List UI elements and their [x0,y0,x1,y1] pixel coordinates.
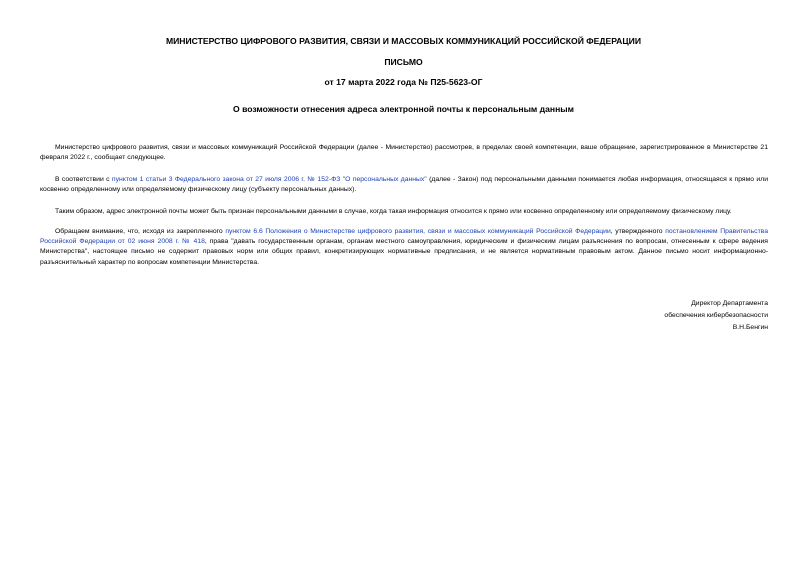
signatory-position: Директор Департамента [691,300,768,307]
document-type: ПИСЬМО [384,57,423,67]
paragraph-1: Министерство цифрового развития, связи и массовых коммуникаций Российской Федерации (далее - Министерство) рассмотрев, в пределах своей компетенции, ваше обращение, зарегистрированное в Министерстве 21 февраля 2022 г., сообщает следующее. [40,144,768,162]
paragraph-2-text-b: (далее - Закон) под персональными данными понимается любая информация, относящаяся к прямо или косвенно определенному или определяемому физическому лицу (субъекту персональных данных). [40,176,768,194]
paragraph-3: Таким образом, адрес электронной почты может быть признан персональными данными в случае, когда такая информация относится к прямо или косвенно определенному или определяемому физическому лицу. [55,208,732,215]
document-subject: О возможности отнесения адреса электронной почты к персональным данным [233,104,574,114]
government-decree-link[interactable]: постановлением Правительства Российской Федерации от 02 июня 2008 г. № 418 [40,228,768,246]
law-152-link[interactable]: пунктом 1 статьи 3 Федерального закона от 27 июля 2006 г. № 152-ФЗ "О персональных данных" [111,176,427,183]
paragraph-4-text-b: , утвержденного [610,228,666,235]
paragraph-4-text-a: Обращаем внимание, что, исходя из закрепленного [55,228,226,235]
paragraph-4 [40,227,768,268]
ministry-regulation-link[interactable]: пунктом 6.6 Положения о Министерстве цифрового развития, связи и массовых коммуникаций Российской Федерации [225,228,611,235]
signatory-department: обеспечения кибербезопасности [664,312,768,319]
paragraph-2 [40,175,768,195]
paragraph-2-text-a: В соответствии с [55,176,112,183]
paragraph-4-text-c: , права "давать государственным органам, органам местного самоуправления, юридическим и физическим лицам разъяснения по вопросам, отнесенным к сфере ведения Министерства", настоящее письмо не содержит правовых норм или общих правил, конкретизирующих нормативные предписания, и не является нормативным правовым актом. Данное письмо носит информационно-разъяснительный характер по вопросам компетенции Министерства. [40,238,768,266]
ministry-name: МИНИСТЕРСТВО ЦИФРОВОГО РАЗВИТИЯ, СВЯЗИ И МАССОВЫХ КОММУНИКАЦИЙ РОССИЙСКОЙ ФЕДЕРАЦИИ [165,36,642,46]
document-date-number: от 17 марта 2022 года № П25-5623-ОГ [324,77,483,87]
signatory-name: В.Н.Бенгин [732,324,768,331]
